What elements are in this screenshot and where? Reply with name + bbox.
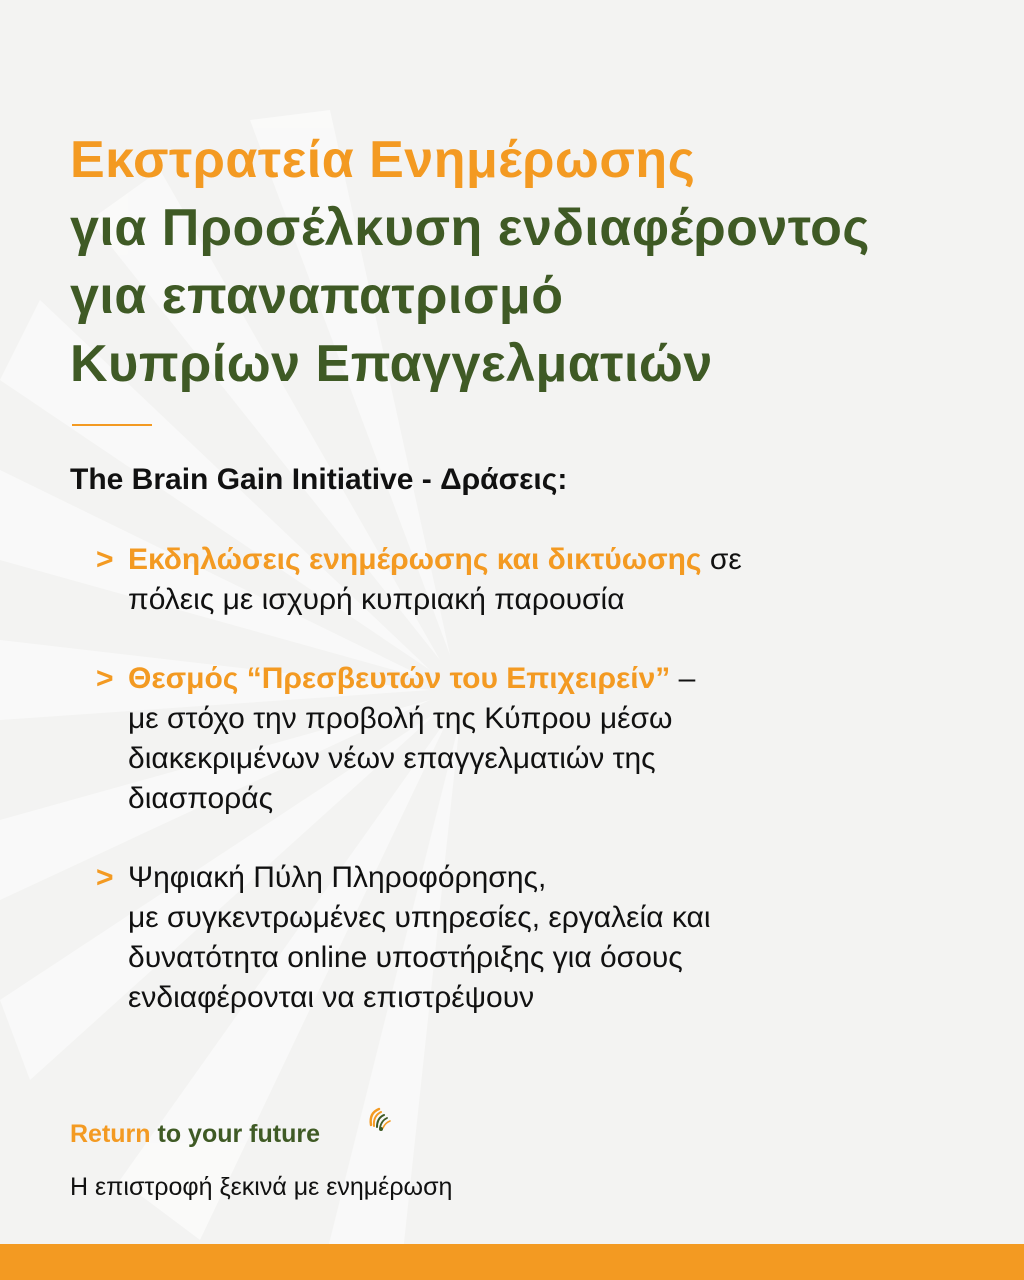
title-line-4: Κυπρίων Επαγγελματιών — [70, 335, 713, 393]
page-title — [70, 126, 1010, 398]
sunburst-logo-icon — [365, 1103, 393, 1133]
bullet-text: διακεκριμένων νέων επαγγελματιών της — [128, 742, 656, 775]
title-divider — [72, 424, 152, 426]
bullet-text: με συγκεντρωμένες υπηρεσίες, εργαλεία και — [128, 901, 711, 934]
footer-caption: Η επιστροφή ξεκινά με ενημέρωση — [70, 1173, 453, 1201]
bullet-text: – — [670, 662, 696, 695]
bullet-text: με στόχο την προβολή της Κύπρου μέσω — [128, 702, 673, 735]
bullet-first-line — [128, 540, 976, 580]
bullet-first-line — [128, 659, 976, 699]
title-line-3: για επαναπατρισμό — [70, 267, 564, 325]
bullet-text: Ψηφιακή Πύλη Πληροφόρησης, — [128, 861, 547, 894]
campaign-tagline — [70, 1120, 320, 1149]
title-line-1: Εκστρατεία Ενημέρωσης — [70, 131, 696, 189]
action-item-ambassadors — [96, 659, 976, 819]
bullet-text: δυνατότητα online υποστήριξης για όσους — [128, 941, 683, 974]
chevron-right-icon: > — [96, 662, 114, 695]
footer-accent-bar — [0, 1244, 1024, 1280]
bullet-highlight: Εκδηλώσεις ενημέρωσης και δικτύωσης — [128, 543, 702, 576]
chevron-right-icon: > — [96, 861, 114, 894]
tagline-accent: Return — [70, 1120, 151, 1148]
bullet-text: ενδιαφέρονται να επιστρέψουν — [128, 981, 535, 1014]
tagline-rest: to your future — [150, 1120, 320, 1148]
bullet-text: πόλεις με ισχυρή κυπριακή παρουσία — [128, 583, 625, 616]
bullet-highlight: Θεσμός “Πρεσβευτών του Επιχειρείν” — [128, 662, 671, 695]
bullet-text: σε — [701, 543, 742, 576]
bullet-text: διασποράς — [128, 782, 274, 815]
action-item-events — [96, 540, 976, 620]
section-heading: The Brain Gain Initiative - Δράσεις: — [70, 463, 568, 496]
chevron-right-icon: > — [96, 543, 114, 576]
action-item-digital-portal — [96, 858, 976, 1018]
title-line-2: για Προσέλκυση ενδιαφέροντος — [70, 199, 870, 257]
